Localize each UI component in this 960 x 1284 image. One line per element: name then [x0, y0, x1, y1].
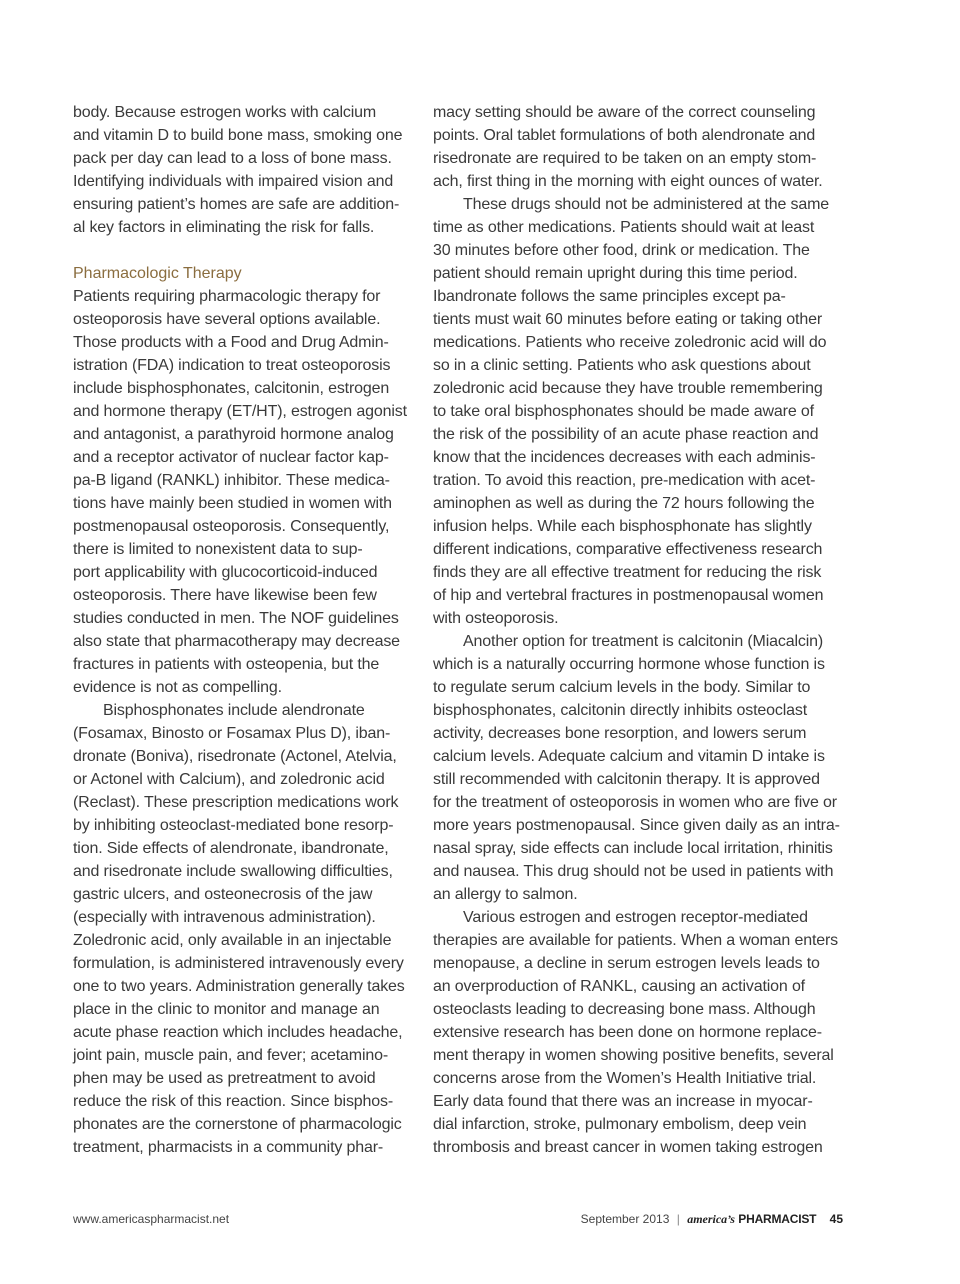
page-number: 45 [829, 1212, 843, 1226]
text-line: osteoclasts leading to decreasing bone mass. Although [433, 1001, 816, 1018]
text-line: body. Because estrogen works with calcium [73, 104, 377, 121]
text-line: osteoporosis have several options available. [73, 311, 381, 328]
footer-date: September 2013 [580, 1212, 670, 1226]
text-line: and vitamin D to build bone mass, smoking one [73, 127, 403, 144]
text-line: ment therapy in women showing positive benefits, several [433, 1047, 834, 1064]
text-line: an overproduction of RANKL, causing an activation of [433, 978, 805, 995]
text-line: evidence is not as compelling. [73, 679, 282, 696]
text-line: (Reclast). These prescription medications work [73, 794, 399, 811]
text-line: also state that pharmacotherapy may decrease [73, 633, 400, 650]
text-line: know that the incidences decreases with each adminis- [433, 449, 816, 466]
text-line: bisphosphonates, calcitonin directly inhibits osteoclast [433, 702, 808, 719]
footer-separator: | [676, 1212, 680, 1226]
text-line: calcium levels. Adequate calcium and vitamin D intake is [433, 748, 825, 765]
text-line: to take oral bisphosphonates should be made aware of [433, 403, 814, 420]
text-line: Those products with a Food and Drug Admin- [73, 334, 389, 351]
text-line: tions have mainly been studied in women with [73, 495, 392, 512]
left-para-2 [73, 285, 418, 699]
right-column [433, 101, 843, 1159]
right-para-3 [433, 630, 843, 906]
text-line: an allergy to salmon. [433, 886, 578, 903]
left-para-1 [73, 101, 418, 239]
footer-brand-name: PHARMACIST [738, 1212, 817, 1226]
text-line: and hormone therapy (ET/HT), estrogen agonist [73, 403, 407, 420]
text-line: aminophen as well as during the 72 hours following the [433, 495, 815, 512]
text-line: there is limited to nonexistent data to sup- [73, 541, 363, 558]
text-line: pack per day can lead to a loss of bone mass. [73, 150, 392, 167]
text-line: tion. Side effects of alendronate, ibandronate, [73, 840, 389, 857]
text-line: ensuring patient’s homes are safe are addition- [73, 196, 400, 213]
text-line: infusion helps. While each bisphosphonate has slightly [433, 518, 812, 535]
text-line: dial infarction, stroke, pulmonary embolism, deep vein [433, 1116, 807, 1133]
text-line: phonates are the cornerstone of pharmacologic [73, 1116, 402, 1133]
text-line: Various estrogen and estrogen receptor-mediated [463, 909, 808, 926]
text-line: and nausea. This drug should not be used in patients with [433, 863, 834, 880]
text-line: phen may be used as pretreatment to avoid [73, 1070, 376, 1087]
text-line: time as other medications. Patients should wait at least [433, 219, 815, 236]
right-para-1 [433, 101, 843, 193]
text-line: istration (FDA) indication to treat osteoporosis [73, 357, 391, 374]
text-line: Zoledronic acid, only available in an injectable [73, 932, 392, 949]
text-line: which is a naturally occurring hormone whose function is [433, 656, 825, 673]
text-line: menopause, a decline in serum estrogen levels leads to [433, 955, 820, 972]
text-line: activity, decreases bone resorption, and lowers serum [433, 725, 807, 742]
text-line: different indications, comparative effectiveness research [433, 541, 823, 558]
text-line: of hip and vertebral fractures in postmenopausal women [433, 587, 824, 604]
text-line: dronate (Boniva), risedronate (Actonel, Atelvia, [73, 748, 397, 765]
text-line: postmenopausal osteoporosis. Consequently, [73, 518, 390, 535]
right-para-2 [433, 193, 843, 630]
text-line: Patients requiring pharmacologic therapy for [73, 288, 381, 305]
text-line: gastric ulcers, and osteonecrosis of the jaw [73, 886, 373, 903]
text-line: Identifying individuals with impaired vision and [73, 173, 394, 190]
footer-website-link[interactable]: www.americaspharmacist.net [73, 1212, 230, 1226]
text-line: therapies are available for patients. When a woman enters [433, 932, 839, 949]
text-line: ach, first thing in the morning with eight ounces of water. [433, 173, 823, 190]
text-line: joint pain, muscle pain, and fever; acetamino- [73, 1047, 389, 1064]
text-line: Bisphosphonates include alendronate [103, 702, 365, 719]
text-line: reduce the risk of this reaction. Since bisphos- [73, 1093, 394, 1110]
text-line: with osteoporosis. [433, 610, 559, 627]
text-line: risedronate are required to be taken on an empty stom- [433, 150, 817, 167]
text-line: patient should remain upright during this time period. [433, 265, 798, 282]
text-line: nasal spray, side effects can include local irritation, rhinitis [433, 840, 833, 857]
text-line: medications. Patients who receive zoledronic acid will do [433, 334, 827, 351]
text-line: (Fosamax, Binosto or Fosamax Plus D), iban- [73, 725, 391, 742]
footer-brand-script: america’s [687, 1212, 735, 1226]
text-line: concerns arose from the Women’s Health Initiative trial. [433, 1070, 817, 1087]
text-line: tients must wait 60 minutes before eating or taking other [433, 311, 822, 328]
text-line: al key factors in eliminating the risk for falls. [73, 219, 375, 236]
text-line: extensive research has been done on hormone replace- [433, 1024, 822, 1041]
text-line: by inhibiting osteoclast-mediated bone resorp- [73, 817, 394, 834]
right-para-4 [433, 906, 843, 1159]
text-line: thrombosis and breast cancer in women taking estrogen [433, 1139, 823, 1156]
text-line: treatment, pharmacists in a community phar- [73, 1139, 384, 1156]
text-line: place in the clinic to monitor and manage an [73, 1001, 380, 1018]
text-line: pa-B ligand (RANKL) inhibitor. These medica- [73, 472, 390, 489]
left-column [73, 101, 418, 1159]
text-line: acute phase reaction which includes headache, [73, 1024, 403, 1041]
text-line: or Actonel with Calcium), and zoledronic acid [73, 771, 385, 788]
text-line: Ibandronate follows the same principles except pa- [433, 288, 786, 305]
text-line: osteoporosis. There have likewise been few [73, 587, 377, 604]
text-line: points. Oral tablet formulations of both alendronate and [433, 127, 816, 144]
text-line: and risedronate include swallowing difficulties, [73, 863, 393, 880]
text-line: macy setting should be aware of the correct counseling [433, 104, 816, 121]
text-line: formulation, is administered intravenously every [73, 955, 404, 972]
text-line: finds they are all effective treatment for reducing the risk [433, 564, 822, 581]
text-line: for the treatment of osteoporosis in women who are five or [433, 794, 837, 811]
text-line: These drugs should not be administered at the same [463, 196, 830, 213]
text-line: so in a clinic setting. Patients who ask questions about [433, 357, 811, 374]
text-line: to regulate serum calcium levels in the body. Similar to [433, 679, 811, 696]
section-heading-pharmacologic-therapy: Pharmacologic Therapy [73, 265, 242, 282]
text-line: tration. To avoid this reaction, pre-medication with acet- [433, 472, 816, 489]
text-line: and a receptor activator of nuclear factor kap- [73, 449, 389, 466]
text-line: and antagonist, a parathyroid hormone analog [73, 426, 394, 443]
text-line: 30 minutes before other food, drink or medication. The [433, 242, 810, 259]
text-line: port applicability with glucocorticoid-induced [73, 564, 378, 581]
text-line: studies conducted in men. The NOF guidelines [73, 610, 399, 627]
text-line: more years postmenopausal. Since given daily as an intra- [433, 817, 840, 834]
text-line: zoledronic acid because they have trouble remembering [433, 380, 823, 397]
text-line: Another option for treatment is calcitonin (Miacalcin) [463, 633, 824, 650]
text-line: Early data found that there was an increase in myocar- [433, 1093, 813, 1110]
text-line: (especially with intravenous administration). [73, 909, 376, 926]
footer-masthead [581, 1209, 843, 1229]
text-line: the risk of the possibility of an acute phase reaction and [433, 426, 819, 443]
text-line: fractures in patients with osteopenia, but the [73, 656, 380, 673]
text-line: one to two years. Administration generally takes [73, 978, 405, 995]
text-line: include bisphosphonates, calcitonin, estrogen [73, 380, 390, 397]
left-para-3 [73, 699, 418, 1159]
text-line: still recommended with calcitonin therapy. It is approved [433, 771, 820, 788]
page-footer [73, 1209, 843, 1229]
